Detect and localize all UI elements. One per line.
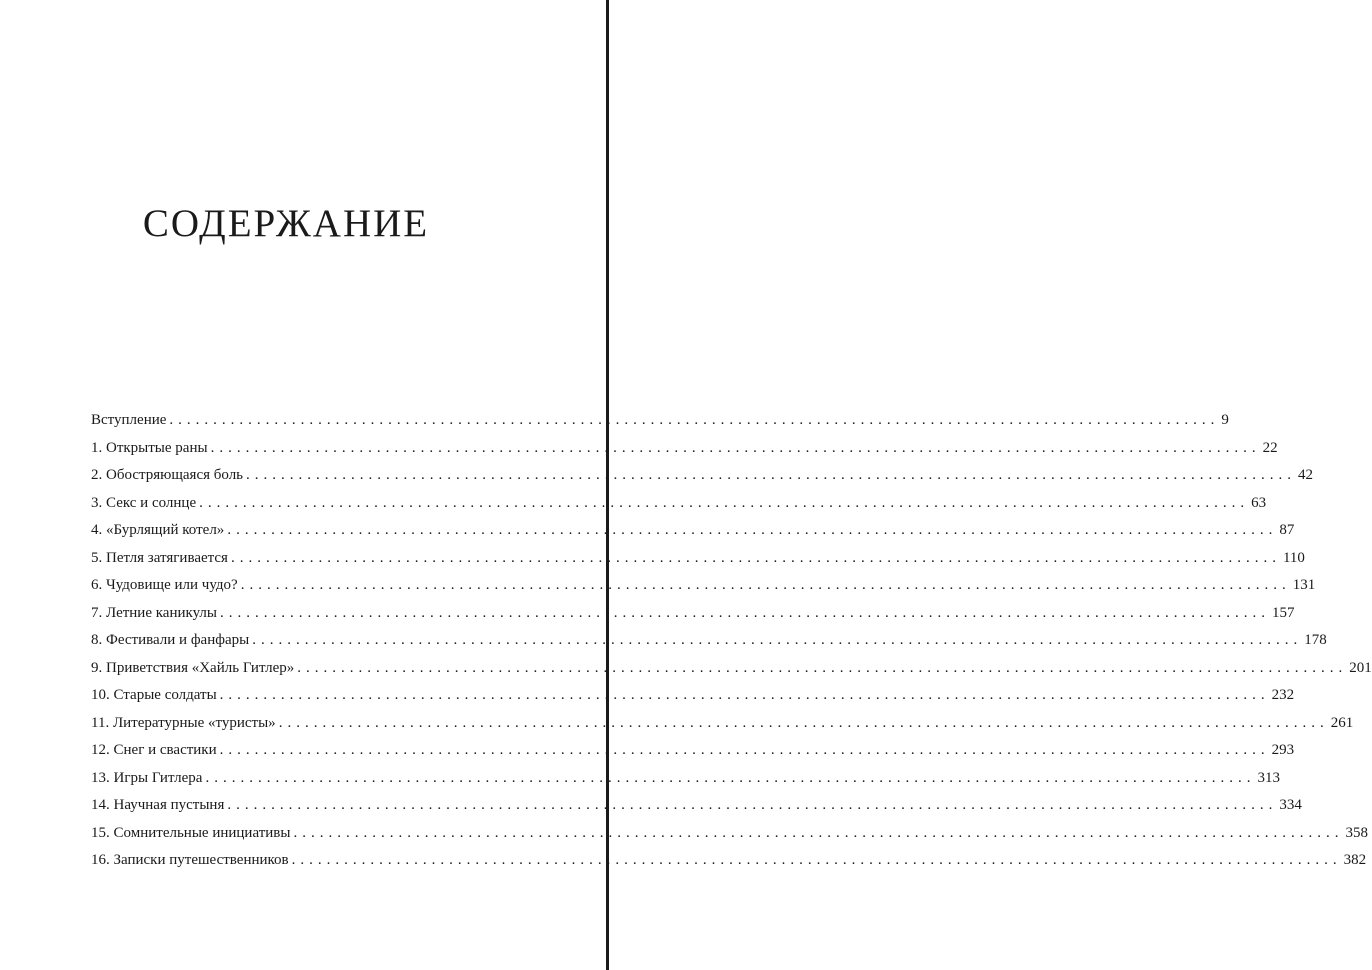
toc-dot-leader: ........................................................................................................................ — [220, 604, 1270, 621]
toc-dot-leader: ........................................................................................................................ — [227, 522, 1278, 538]
toc-entry[interactable] — [91, 655, 1372, 683]
toc-dot-leader: ........................................................................................................................ — [210, 439, 1261, 456]
toc-entry-page-number: 22 — [1262, 439, 1278, 456]
toc-entry[interactable] — [91, 737, 1295, 765]
toc-entry-page-number: 293 — [1271, 742, 1295, 758]
toc-entry[interactable] — [91, 407, 1229, 435]
toc-entry-label: 14. Научная пустыня — [91, 797, 225, 813]
toc-entry-page-number: 334 — [1279, 797, 1302, 813]
toc-entry-label: 15. Сомнительные инициативы — [91, 824, 291, 841]
toc-dot-leader: ........................................................................................................................ — [219, 687, 1270, 703]
toc-entry-label: 8. Фестивали и фанфары — [91, 632, 250, 648]
toc-entry-page-number: 110 — [1282, 549, 1305, 566]
toc-entry-label: 11. Литературные «туристы» — [91, 714, 276, 731]
toc-entry-page-number: 382 — [1343, 852, 1367, 868]
toc-dot-leader: ........................................................................................................................ — [219, 742, 1270, 758]
toc-entry-page-number: 201 — [1349, 659, 1372, 676]
toc-entry[interactable] — [91, 627, 1327, 655]
toc-entry-label: 1. Открытые раны — [91, 439, 208, 456]
toc-dot-leader: ........................................................................................................................ — [230, 549, 1281, 566]
toc-entry-label: 3. Секс и солнце — [91, 494, 197, 511]
toc-entry[interactable] — [91, 572, 1316, 600]
table-of-contents — [91, 407, 1372, 875]
toc-entry-page-number: 178 — [1304, 632, 1327, 648]
toc-entry-label: 7. Летние каникулы — [91, 604, 217, 621]
toc-dot-leader: ........................................................................................................................ — [246, 467, 1297, 483]
toc-entry[interactable] — [91, 490, 1267, 518]
toc-entry-page-number: 358 — [1345, 824, 1368, 841]
toc-entry[interactable] — [91, 462, 1314, 490]
toc-entry-page-number: 157 — [1272, 604, 1295, 621]
toc-entry[interactable] — [91, 435, 1278, 463]
toc-entry-page-number: 63 — [1251, 494, 1267, 511]
toc-entry-page-number: 131 — [1292, 577, 1316, 593]
toc-entry[interactable] — [91, 792, 1302, 820]
toc-dot-leader: ........................................................................................................................ — [199, 494, 1250, 511]
toc-entry-label: 9. Приветствия «Хайль Гитлер» — [91, 659, 295, 676]
toc-entry-label: 6. Чудовище или чудо? — [91, 577, 238, 593]
toc-entry[interactable] — [91, 710, 1354, 738]
toc-dot-leader: ........................................................................................................................ — [240, 577, 1291, 593]
toc-dot-leader: ........................................................................................................................ — [278, 714, 1329, 731]
toc-entry[interactable] — [91, 545, 1305, 573]
toc-entry-label: 10. Старые солдаты — [91, 687, 217, 703]
toc-dot-leader: ........................................................................................................................ — [227, 797, 1278, 813]
toc-dot-leader: ........................................................................................................................ — [205, 769, 1256, 786]
toc-dot-leader: ........................................................................................................................ — [169, 412, 1220, 428]
toc-entry-label: 4. «Бурлящий котел» — [91, 522, 225, 538]
toc-entry-page-number: 261 — [1330, 714, 1354, 731]
toc-entry-label: 13. Игры Гитлера — [91, 769, 203, 786]
toc-entry[interactable] — [91, 600, 1295, 628]
toc-entry-page-number: 9 — [1221, 412, 1229, 428]
toc-entry[interactable] — [91, 847, 1367, 875]
toc-dot-leader: ........................................................................................................................ — [291, 852, 1342, 868]
toc-dot-leader: ........................................................................................................................ — [297, 659, 1348, 676]
toc-entry-page-number: 232 — [1271, 687, 1295, 703]
toc-entry[interactable] — [91, 682, 1295, 710]
toc-entry-label: 5. Петля затягивается — [91, 549, 228, 566]
toc-entry-label: Вступление — [91, 412, 167, 428]
toc-entry[interactable] — [91, 517, 1295, 545]
toc-entry-page-number: 42 — [1298, 467, 1314, 483]
toc-entry-label: 2. Обостряющаяся боль — [91, 467, 244, 483]
toc-entry[interactable] — [91, 820, 1368, 848]
toc-entry-label: 12. Снег и свастики — [91, 742, 217, 758]
toc-entry-page-number: 87 — [1279, 522, 1295, 538]
toc-dot-leader: ........................................................................................................................ — [293, 824, 1344, 841]
toc-dot-leader: ........................................................................................................................ — [252, 632, 1303, 648]
toc-entry-label: 16. Записки путешественников — [91, 852, 289, 868]
toc-entry[interactable] — [91, 765, 1280, 793]
toc-entry-page-number: 313 — [1257, 769, 1280, 786]
page-title: СОДЕРЖАНИЕ — [142, 202, 430, 246]
